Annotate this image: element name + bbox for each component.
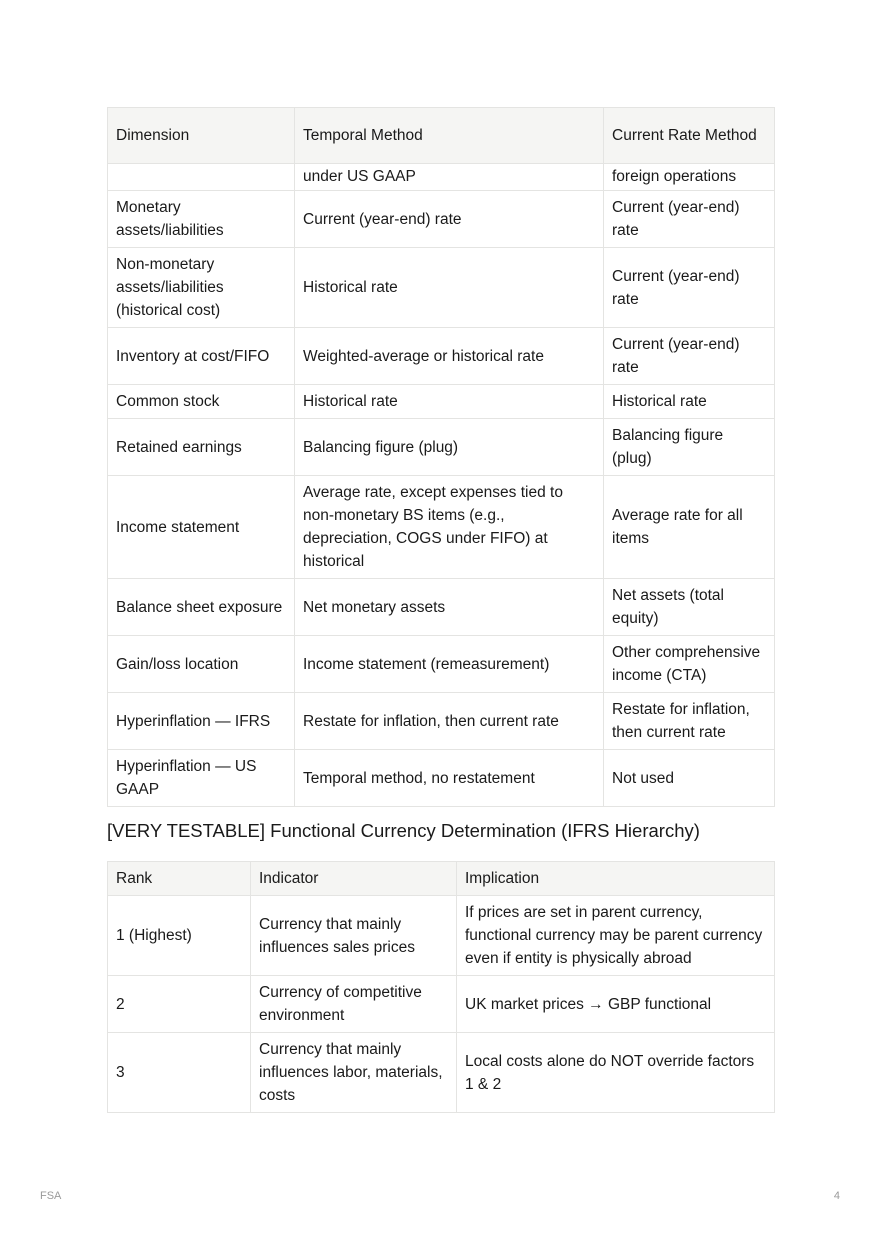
table-row xyxy=(108,693,775,750)
table-cell: foreign operations xyxy=(604,164,775,191)
table-cell: Balancing figure (plug) xyxy=(295,419,604,476)
table-cell: Net monetary assets xyxy=(295,579,604,636)
section-heading: [VERY TESTABLE] Functional Currency Determination (IFRS Hierarchy) xyxy=(107,820,700,841)
footer-label: FSA xyxy=(40,1190,62,1202)
table-cell: Local costs alone do NOT override factors 1 & 2 xyxy=(457,1033,775,1113)
table-cell: Common stock xyxy=(108,385,295,419)
table-row xyxy=(108,419,775,476)
table-row xyxy=(108,164,775,191)
table-row xyxy=(108,750,775,807)
table-cell: 1 (Highest) xyxy=(108,896,251,976)
table-cell: Average rate for all items xyxy=(604,476,775,579)
table-cell: UK market prices → GBP functional xyxy=(457,976,775,1033)
table-cell: Current (year-end) rate xyxy=(604,248,775,328)
table-row xyxy=(108,328,775,385)
table-cell: Hyperinflation — US GAAP xyxy=(108,750,295,807)
translation-methods-table xyxy=(107,107,775,807)
column-header: Temporal Method xyxy=(295,108,604,164)
table-cell: Net assets (total equity) xyxy=(604,579,775,636)
table-row xyxy=(108,636,775,693)
table-cell: 2 xyxy=(108,976,251,1033)
table-row xyxy=(108,896,775,976)
table-row xyxy=(108,476,775,579)
table-cell: Restate for inflation, then current rate xyxy=(295,693,604,750)
table-cell: Balance sheet exposure xyxy=(108,579,295,636)
table-cell: 3 xyxy=(108,1033,251,1113)
column-header: Dimension xyxy=(108,108,295,164)
table-cell: Hyperinflation — IFRS xyxy=(108,693,295,750)
table-cell: Not used xyxy=(604,750,775,807)
table-cell: Other comprehensive income (CTA) xyxy=(604,636,775,693)
page-number: 4 xyxy=(833,1190,840,1202)
table-cell: Gain/loss location xyxy=(108,636,295,693)
table-cell: Monetary assets/liabilities xyxy=(108,191,295,248)
table-cell: Current (year-end) rate xyxy=(604,191,775,248)
table-cell: Historical rate xyxy=(295,385,604,419)
table-cell: Currency of competitive environment xyxy=(251,976,457,1033)
table-cell: Historical rate xyxy=(604,385,775,419)
table-cell: Currency that mainly influences sales prices xyxy=(251,896,457,976)
table-cell xyxy=(108,164,295,191)
table-row xyxy=(108,976,775,1033)
column-header: Current Rate Method xyxy=(604,108,775,164)
table-cell: Weighted-average or historical rate xyxy=(295,328,604,385)
table-cell: Restate for inflation, then current rate xyxy=(604,693,775,750)
table-row xyxy=(108,579,775,636)
table-cell: Historical rate xyxy=(295,248,604,328)
table-header-row xyxy=(108,862,775,896)
column-header: Implication xyxy=(457,862,775,896)
table-cell: Temporal method, no restatement xyxy=(295,750,604,807)
table-row xyxy=(108,1033,775,1113)
table-cell: Currency that mainly influences labor, materials, costs xyxy=(251,1033,457,1113)
table-row xyxy=(108,191,775,248)
table-row xyxy=(108,385,775,419)
functional-currency-table xyxy=(107,861,775,1113)
table-cell: Retained earnings xyxy=(108,419,295,476)
table-cell: under US GAAP xyxy=(295,164,604,191)
table-cell: Average rate, except expenses tied to non-monetary BS items (e.g., depreciation, COGS under FIFO) at historical xyxy=(295,476,604,579)
table-cell: Income statement (remeasurement) xyxy=(295,636,604,693)
table-cell: Current (year-end) rate xyxy=(604,328,775,385)
table-cell: If prices are set in parent currency, functional currency may be parent currency even if entity is physically abroad xyxy=(457,896,775,976)
table-cell: Current (year-end) rate xyxy=(295,191,604,248)
column-header: Rank xyxy=(108,862,251,896)
table-cell: Income statement xyxy=(108,476,295,579)
table-cell: Inventory at cost/FIFO xyxy=(108,328,295,385)
table-row xyxy=(108,248,775,328)
page-content xyxy=(107,107,774,1113)
table-header-row xyxy=(108,108,775,164)
table-cell: Balancing figure (plug) xyxy=(604,419,775,476)
table-cell: Non-monetary assets/liabilities (historical cost) xyxy=(108,248,295,328)
column-header: Indicator xyxy=(251,862,457,896)
